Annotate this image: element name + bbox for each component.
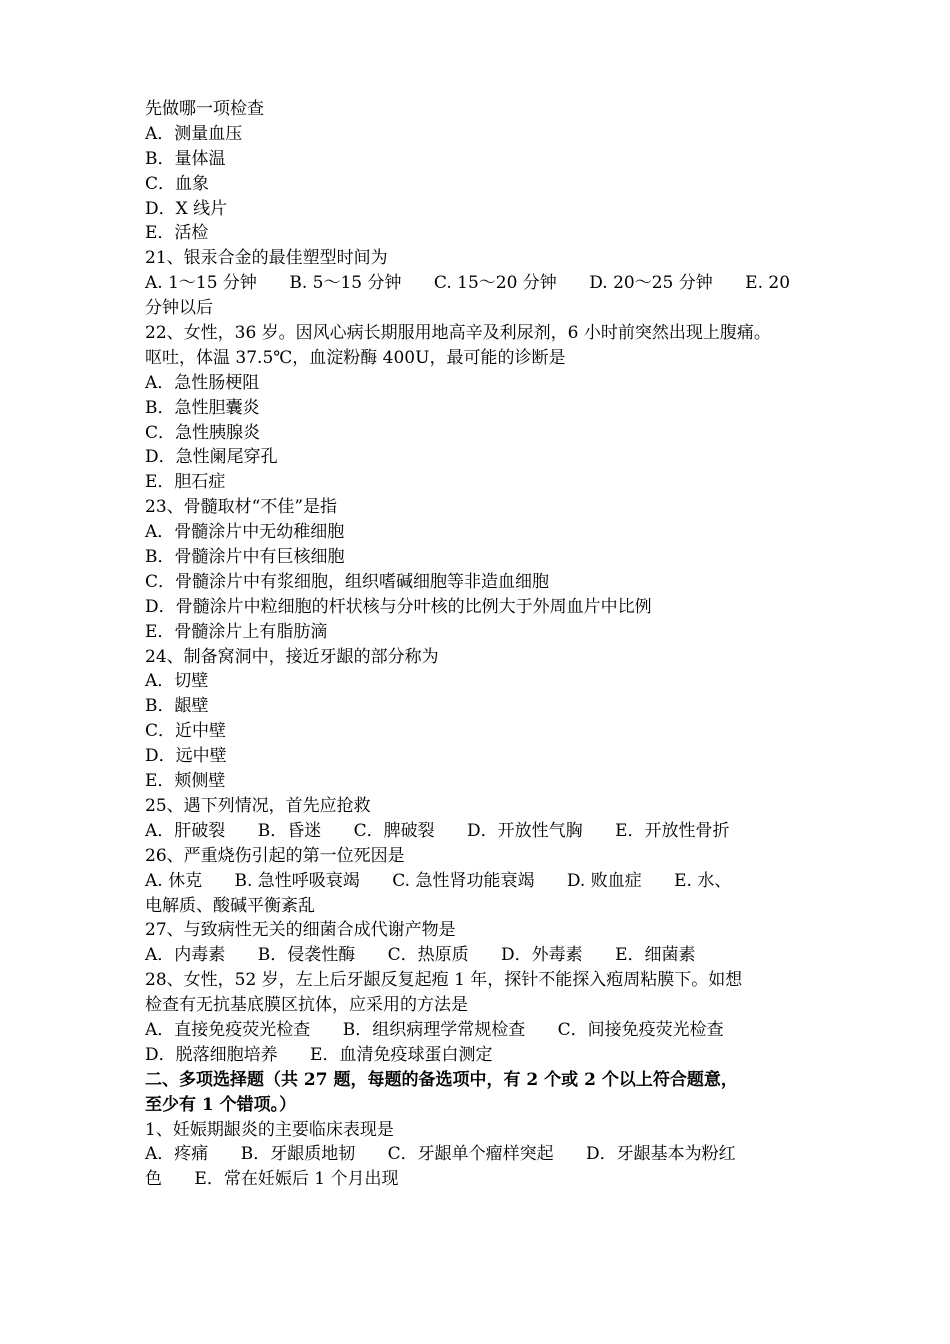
option-c: C．骨髓涂片中有浆细胞，组织嗜碱细胞等非造血细胞 [145, 571, 550, 592]
option-a: A．骨髓涂片中无幼稚细胞 [145, 522, 345, 543]
section-heading-continued: 至少有 1 个错项。） [145, 1094, 297, 1115]
option-b: B．龈壁 [145, 696, 209, 717]
question-stem: 21、银汞合金的最佳塑型时间为 [145, 248, 388, 269]
question-stem: 26、严重烧伤引起的第一位死因是 [145, 845, 405, 866]
options-inline-continued: 分钟以后 [145, 298, 213, 319]
options-inline: A. 休克 B. 急性呼吸衰竭 C. 急性肾功能衰竭 D. 败血症 E. 水、 [145, 870, 732, 891]
option-d: D．骨髓涂片中粒细胞的杆状核与分叶核的比例大于外周血片中比例 [145, 596, 652, 617]
options-inline: A．肝破裂 B．昏迷 C．脾破裂 D．开放性气胸 E．开放性骨折 [145, 820, 730, 841]
options-inline: A．内毒素 B．侵袭性酶 C．热原质 D．外毒素 E．细菌素 [145, 945, 696, 966]
option-c: C．血象 [145, 173, 210, 194]
options-inline: A. 1～15 分钟 B. 5～15 分钟 C. 15～20 分钟 D. 20～25 分钟 E. 20 [145, 273, 791, 294]
options-inline-continued: D．脱落细胞培养 E．血清免疫球蛋白测定 [145, 1044, 493, 1065]
document-page [145, 97, 811, 1192]
question-stem-continued: 呕吐，体温 37.5℃，血淀粉酶 400U，最可能的诊断是 [145, 347, 566, 368]
question-stem: 1、妊娠期龈炎的主要临床表现是 [145, 1119, 394, 1140]
section-heading: 二、多项选择题（共 27 题，每题的备选项中，有 2 个或 2 个以上符合题意， [145, 1069, 738, 1090]
option-d: D．急性阑尾穿孔 [145, 447, 278, 468]
question-stem: 27、与致病性无关的细菌合成代谢产物是 [145, 920, 456, 941]
option-e: E．骨髓涂片上有脂肪滴 [145, 621, 328, 642]
option-e: E．活检 [145, 223, 209, 244]
option-a: A．测量血压 [145, 123, 243, 144]
option-a: A．急性肠梗阻 [145, 372, 260, 393]
question-stem: 25、遇下列情况，首先应抢救 [145, 795, 371, 816]
options-inline-continued: 色 E．常在妊娠后 1 个月出现 [145, 1169, 399, 1190]
option-b: B．骨髓涂片中有巨核细胞 [145, 547, 345, 568]
options-inline-continued: 电解质、酸碱平衡紊乱 [145, 895, 315, 916]
options-inline: A．直接免疫荧光检查 B．组织病理学常规检查 C．间接免疫荧光检查 [145, 1019, 724, 1040]
option-c: C．急性胰腺炎 [145, 422, 261, 443]
question-stem: 先做哪一项检查 [145, 99, 264, 119]
option-b: B．急性胆囊炎 [145, 397, 260, 418]
option-e: E．颊侧壁 [145, 771, 226, 792]
question-stem: 24、制备窝洞中，接近牙龈的部分称为 [145, 646, 439, 667]
question-stem: 22、女性，36 岁。因风心病长期服用地高辛及利尿剂，6 小时前突然出现上腹痛。 [145, 323, 771, 344]
option-d: D．远中壁 [145, 746, 227, 767]
option-b: B．量体温 [145, 148, 226, 169]
option-d: D．X 线片 [145, 198, 228, 219]
options-inline: A．疼痛 B．牙龈质地韧 C．牙龈单个瘤样突起 D．牙龈基本为粉红 [145, 1144, 736, 1165]
question-stem: 23、骨髓取材“不佳”是指 [145, 497, 338, 518]
question-stem: 28、女性，52 岁，左上后牙龈反复起疱 1 年，探针不能探入疱周粘膜下。如想 [145, 970, 743, 991]
option-e: E．胆石症 [145, 472, 226, 493]
option-c: C．近中壁 [145, 721, 227, 742]
question-stem-continued: 检查有无抗基底膜区抗体，应采用的方法是 [145, 995, 468, 1016]
option-a: A．切壁 [145, 671, 209, 692]
